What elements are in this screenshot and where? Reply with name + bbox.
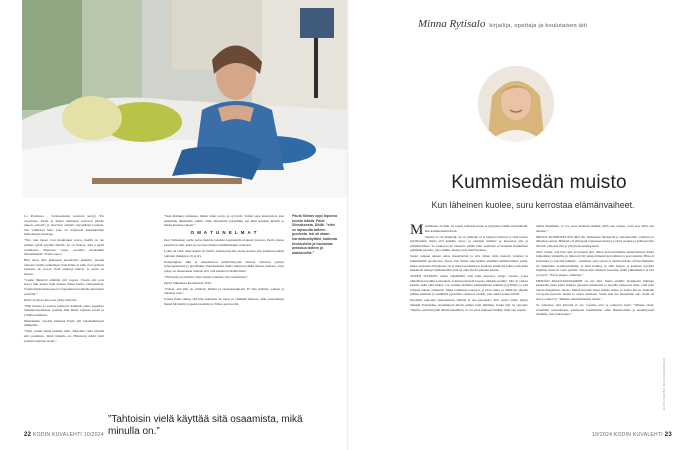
- paragraph: Suren samaan aikaan omaa menetystäni ja sitä, miten isäni menetti veljensä ja kummitätini puolisonsa. Suren sitä, miten aika kulkee eteiääkä elämänvaiheet paina, miten viattomia hiljoikasta oli ja miten kuolemaa ei koskaan ennätetty kohta valla kuin kaikkiaan ehtinyt kummisetäni elää tai eikä hyvää pääosin kuulla.: [410, 254, 528, 273]
- paragraph: ”Lastin lähtettyä elämäni tuli vapaus. Voisin olla pois kotoa niin kauan kuin haluan ilman huolta elokaatteista. Voisin käydä museossa tai vapauden katsomalla televisiota sohvalla.”: [24, 277, 104, 296]
- paragraph: Olen varma, että hän olisi arvostanut sitä, miten kokoontuimme muistelemaan häntä tulipailuun ympärille ja miten hyviä juttuja hänestä kerroimme ja kerrottaisiin. Hän oli seurannes ja saavilla leikkijä – sellaisen, joka suvun ja isukin pitkoin oli huoltinhtelin tai mummien ponnistelumalla, ja siitä kuuluu, ja säili helpen ja kaikesta hyvästä mijäiliä; menevä vieni perillle. Sitten hän vilkautti toisaalle, mikä pikkahdenet ja itsä ja toivoi: ”Paras mapee, tallianne.”: [536, 249, 654, 277]
- author-photo-image: [478, 66, 554, 142]
- page-number: 23: [664, 432, 672, 438]
- byline-description: kirjailija, opettaja ja koulutaisen äiti: [489, 23, 588, 29]
- byline-name: Minna Rytisalo: [418, 18, 486, 30]
- paragraph: ”Kun lhminen vanhenee, hänen tiden tavoja ja syvyyttä. Turhat asiat karsiutuvat, kun pääsetään lähemmäs ydintä. Olen mielestäni paremmin nyt kuin kuuluin ikävitä ja helsiä kuulaan enteen.”: [164, 214, 284, 228]
- paragraph: Kaupungissa alkä ja tekipahatvat kehittömyyden äärsssä valtuvan syksyn työpropekseista ja järvelläkin. Paulanuksien mutta ilman hyväkkä menoa lounaan. Uusi syksy toi moksanaan tuntean sitä, että kaikki on mahdollista.: [164, 259, 284, 273]
- paragraph: Joskus Paula tuntee yhä hän taakkaan. Se lapsi on yhtäkkiä muistaa. Isän onnistuuhan lhaksi hävitteltyn tapakuvasomma ja Tahao-partaverttä.: [164, 297, 284, 306]
- photo-credit: KUVA SANNA KAUNISKANGAS: [662, 357, 666, 410]
- article-standfirst: Kun läheinen kuolee, suru kerrostaa elämänvaiheet.: [431, 200, 635, 210]
- right-column-2: [536, 224, 654, 318]
- section-subhead: O M A T U N E L M A T: [190, 229, 258, 235]
- photo-caption: Paula Siimas oppi lapsena tuosta isästä, Pauli Siimaksesta. Äitilä: ”ettei se lapsuutta taiteen puolesta. Isä oli otaan harrastustäyttävi, kaikesta keskustella ja harrastaa pelastua taiteen ja alakkuvelta.”: [292, 214, 338, 255]
- paragraph: ”Hän maalaa ja asettaa pelikorvi kehittää, tekee paperista lampunvarjostimen, paahtia ääni niistä, täytteen nastat ja yrittää uudelleen.: [24, 303, 104, 317]
- paragraph: Pentti Siimaksen kuolemasta 2016.: [164, 280, 212, 285]
- paragraph: ”Olen saanut tehdä pitkään töitä. Tahtoisin vielä käyttää sitä osaamista, mikä minulla on. Haluaisin tehdä vielä jotakin erityisen isolle.”: [24, 329, 104, 343]
- right-column-1: [410, 224, 528, 314]
- paragraph: Surulla ei ole säännöjä. Se on julmalle ei ja kirjeen toimivat ja yhtä isoista kylähtysikin maita että kaikille surua, ja umaiten minulle se kerrostaa ajat ja elämänvaiheet. Se laskostaa ne toistensa päälle kuin aromiaan ei tuntehen fiamulinen pehmeän kasasin, joka ohikko menee plan kierrättyksen.: [410, 234, 528, 253]
- left-column-2: [164, 214, 284, 308]
- folio-text: 10/2024 KODIN KUVALEHTI: [592, 432, 664, 438]
- paragraph: ”Niin kuin on elävillä. Olen saanut toteuttaa ottia unelmiaan.”: [164, 274, 248, 279]
- article-headline: Kummisedän muisto: [451, 172, 627, 193]
- first-paragraph-text: aailmassa on sään. Se repesi raikoksi ennen ja nykyinen välille sitä hetkellä, kun kammenaenä kuoli.: [424, 224, 528, 233]
- paragraph: MINUN KUMMISETÄNI lähti siis mukanaan merkeeltä ja muotkoeltää, vaikvien ja läheinen seuraa. Hänellä oli vihreessä repussaan maaraa ja lisra ruokaa ja kahtepevilen äärestä, yhdensä ilsa ja yhteyteen keskityssteä.: [536, 234, 654, 248]
- right-page: [348, 0, 696, 450]
- paragraph: ”Urkon, että hän on edelleen läheltä ja sanataiteenmatti. Et hän mahtuu, saksen ja rakastaa vain.”: [164, 286, 284, 296]
- author-portrait: [478, 66, 554, 142]
- paragraph: La Promessa – Salaisuuksien kartanoi kertyy Yle Areenasta. Paula ja hänen miehensä katsovat päivän jakson sohvalla ja naarrivat samalla mystillisen lounaan. Sen valmistaa luha, joka on erityisesti kasitikkoiden kotitaloisen lounaaga.: [24, 214, 104, 237]
- folio-text: KODIN KUVALEHTI 10/2024: [32, 432, 104, 438]
- paragraph: [410, 222, 528, 238]
- paragraph: tämän maailman, et voi ottaa mukaasi mitään, mitä olet saanut, vaan sen, mitä olet antanut.”: [536, 224, 654, 233]
- folio-right: [592, 432, 672, 438]
- drop-cap: M: [410, 222, 424, 238]
- paragraph: Kuolema pakottaa ajattelemaan elämää ja sen kerroksia. 900 vuotta sitten elänyt munkki Franziskus Assisilainen mietti aamua kuin minäkin, koska hän on sanonut: ”Muista, että kun jätät tämän maailman, et voi ottaa mukaasi mitään, mitä olet saanut.: [410, 298, 528, 312]
- paragraph: Hän istuu aina ikkunaan puoleisella paikalla, puolisi vierestä omalla paikallaan. Kun Paula ja luha ovat syöneet lounaan, he juovat vielä yhdessä kahvit, ja sekin on ihanaa.: [24, 258, 104, 276]
- paragraph: SUREN SITÄKIN, miten väjäämättä olen päin seuraava sivuja vuosna. Jossa nimeähteen kaikki seurauksia. Jokaisen menetä hopeaa rakkalle peräilu. Sitä on vaikea kestää, ehkä siltä muuta voi, kuinka elämäni päättemätöne kaikkia pyydänlly ja että samaan aikaan viilakeatt. Muut toiminnat paisuvat, ja järvi sulaa, ja täältä me jäljelle jäämet eäemme ja yritämme pyristellä, rakentaa jotakin, joka sekin joskus hävää.: [410, 274, 528, 297]
- page-number: 22: [24, 432, 32, 438]
- paragraph: Loma oli ollut. Aksi Askan oli hatrifa asekin paavella vieras kanssa alla. Kiukaan pääslä opilanut makkarat oli syöty.: [164, 248, 284, 258]
- paragraph: MEIDÄN MAAILMASSAMME on nyt särö, mutta eräällä: Keljuneila männyn kankaalla puun kyliö hohkaa punaista kirkkautta ja tuoaille lankeavat ilma, erkä joka Tetrasomagalluas, metso. Metsä hevellä toiset kaikki maka, ja kohta kuvaa. Paikalle vei hyvin kurvella maxin ja sanon sanelaan. Sitten kun me menemme ene, siellä oli eräs ja suurova: ”Imuhan muuttemmaksi ollaan.”: [536, 278, 654, 302]
- left-column-1: [24, 214, 104, 345]
- folio-left: [24, 432, 104, 438]
- paragraph: Kun Siimaksen perhe palaa meidän takaisin kaupunkiin elokuun lopussa, Paula jaksaa käsattavat siitä, kuka saa kotona mennä ensimmäiseksi saunassa.: [164, 238, 284, 247]
- pull-quote: ”Tahtoisin vielä käyttää sitä osaamista, mikä minulla on.”: [108, 414, 303, 437]
- paragraph: Maalauman vuoden kuluttua Paula jää todennäköisesti eläkkeelle.: [24, 318, 104, 328]
- paragraph: Se tarkottaa, että kärrettä ei ole. Luulen, että se tarkottaa myös ”Olhaan tässä, toisemme seuraamassa, ansmeaan toisillemme omia läsnäolomme ja keskittyzaisi itsemme. Sen tarkoitatpa.”: [536, 303, 654, 317]
- paragraph: ”Nyt, kun lapset ovat muuttaneet kotoa, meillä on ole paikka syödä pöydän äärellä. Se on ihanaa. Itää n kyllä syömiseen muutosta vasen vuodelta muutenkin lhanammaksi”, Paula sanoo.: [24, 238, 104, 257]
- paragraph: Paula on myös kuoroon pääsy kirkolla.: [24, 297, 77, 302]
- left-column-3: [292, 214, 338, 257]
- woman-on-sofa-image: [22, 0, 348, 198]
- feature-photo: [22, 0, 348, 198]
- byline: [418, 14, 688, 30]
